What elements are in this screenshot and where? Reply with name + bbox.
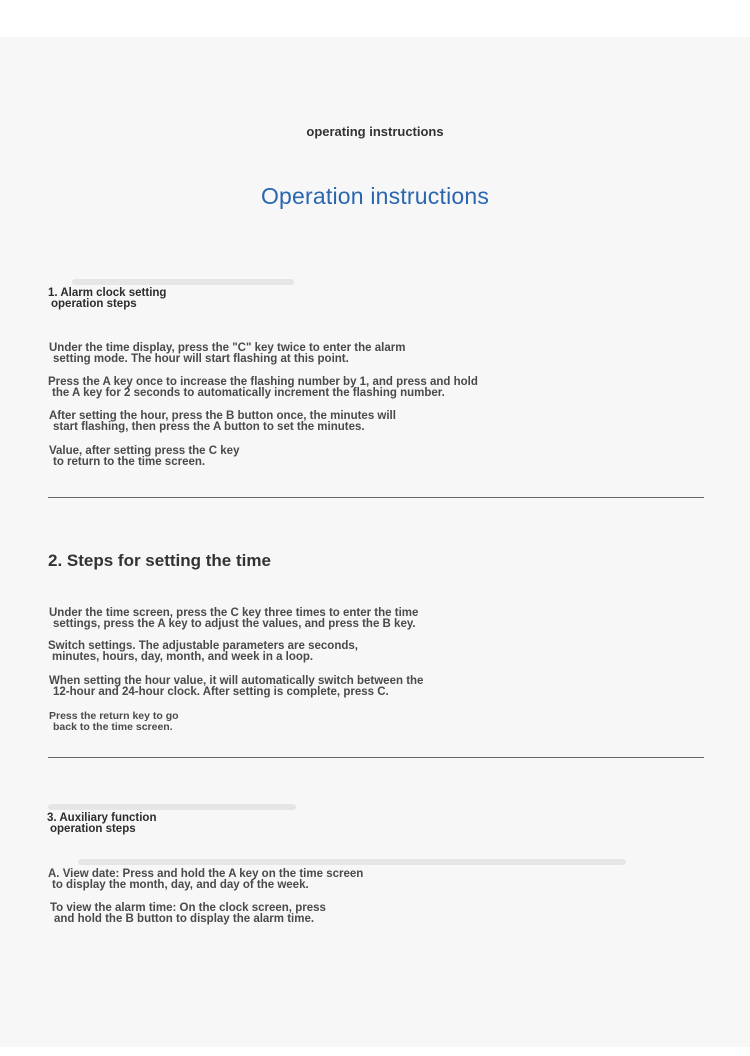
faded-text-artifact bbox=[78, 859, 626, 865]
paragraph-line: Under the time display, press the "C" key twice to enter the alarm bbox=[49, 342, 406, 354]
paragraph-line: To view the alarm time: On the clock screen, press bbox=[50, 902, 326, 914]
section-1-paragraph bbox=[48, 377, 478, 399]
page-title: Operation instructions bbox=[260, 183, 490, 209]
paragraph-line: Under the time screen, press the C key three times to enter the time bbox=[49, 607, 419, 619]
section-3-paragraph bbox=[48, 869, 363, 891]
section-2-title: 2. Steps for setting the time bbox=[48, 551, 271, 570]
paragraph-line: to return to the time screen. bbox=[53, 456, 206, 468]
section-divider bbox=[48, 757, 704, 758]
bottom-band bbox=[0, 1047, 750, 1056]
faded-text-artifact bbox=[72, 279, 294, 285]
paragraph-line: minutes, hours, day, month, and week in a loop. bbox=[52, 651, 314, 663]
paragraph-line: Switch settings. The adjustable parameters are seconds, bbox=[48, 640, 358, 652]
section-1-title-line1: 1. Alarm clock setting bbox=[48, 287, 167, 299]
section-divider bbox=[48, 497, 704, 498]
section-1-title-line2: operation steps bbox=[51, 298, 137, 310]
paragraph-line: back to the time screen. bbox=[53, 721, 173, 733]
paragraph-line: When setting the hour value, it will automatically switch between the bbox=[49, 675, 424, 687]
section-3-title bbox=[47, 813, 156, 835]
section-2-paragraph bbox=[49, 711, 179, 733]
section-3-title-line2: operation steps bbox=[50, 823, 136, 835]
paragraph-line: 12-hour and 24-hour clock. After setting is complete, press C. bbox=[53, 686, 389, 698]
paragraph-line: start flashing, then press the A button to set the minutes. bbox=[53, 421, 365, 433]
paragraph-line: to display the month, day, and day of the week. bbox=[52, 879, 309, 891]
paragraph-line: the A key for 2 seconds to automatically increment the flashing number. bbox=[52, 387, 445, 399]
section-1-paragraph bbox=[49, 343, 405, 365]
paragraph-line: and hold the B button to display the alarm time. bbox=[54, 913, 315, 925]
kicker-title: operating instructions bbox=[306, 124, 444, 139]
paragraph-line: Press the A key once to increase the flashing number by 1, and press and hold bbox=[48, 376, 478, 388]
section-3-paragraph bbox=[50, 903, 326, 925]
paragraph-line: A. View date: Press and hold the A key on the time screen bbox=[48, 868, 364, 880]
section-1-paragraph bbox=[49, 446, 239, 468]
section-3-title-line1: 3. Auxiliary function bbox=[47, 812, 157, 824]
section-2-paragraph bbox=[49, 676, 423, 698]
paragraph-line: Press the return key to go bbox=[49, 710, 179, 722]
paragraph-line: Value, after setting press the C key bbox=[49, 445, 240, 457]
section-2-paragraph bbox=[49, 608, 418, 630]
faded-text-artifact bbox=[48, 804, 296, 810]
paragraph-line: setting mode. The hour will start flashing at this point. bbox=[53, 353, 349, 365]
section-2-paragraph bbox=[48, 641, 358, 663]
paragraph-line: After setting the hour, press the B button once, the minutes will bbox=[49, 410, 396, 422]
paragraph-line: settings, press the A key to adjust the values, and press the B key. bbox=[53, 618, 416, 630]
section-1-paragraph bbox=[49, 411, 396, 433]
section-1-title bbox=[48, 288, 166, 310]
